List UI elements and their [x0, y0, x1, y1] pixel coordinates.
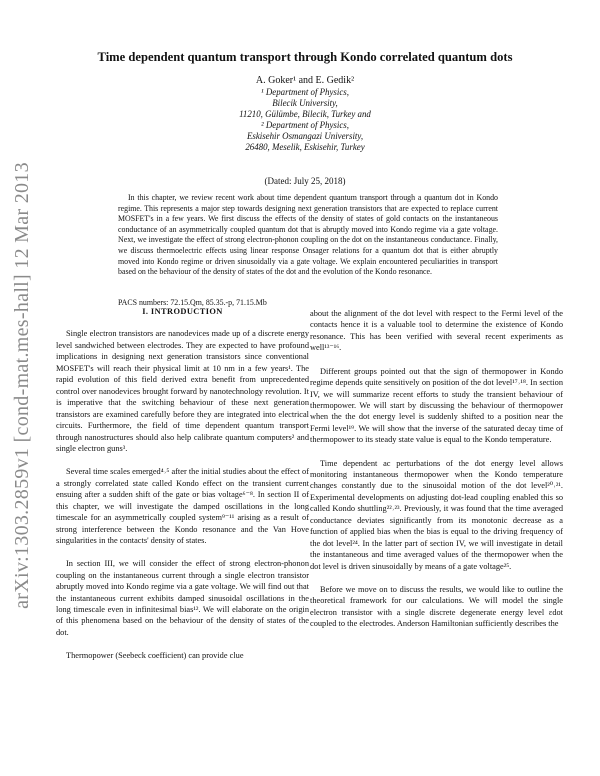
paragraph: Different groups pointed out that the sign of thermopower in Kondo regime depends quite sensitively on position of the dot level¹⁷˒¹⁸. In section IV, we will summarize recent efforts to study the transient behaviour of thermopower. We will start by discussing the behaviour of thermopower when the the dot energy level is suddenly shifted to a position near the Fermi level¹⁹. We will show that the inverse of the saturated decay time of thermopower to its steady state value is equal to the Kondo temperature. [310, 366, 563, 445]
affiliation-line: ² Department of Physics, [261, 120, 349, 131]
right-column [310, 308, 563, 642]
arxiv-identifier: arXiv:1303.2859v1 [cond-mat.mes-hall] 12 Mar 2013 [10, 161, 33, 609]
date-line: (Dated: July 25, 2018) [264, 176, 346, 186]
paragraph: Single electron transistors are nanodevices made up of a discrete energy level sandwiched between electrodes. They are expected to have profound implications in designing next generation transistors since conventional MOSFET's will reach their physical limit at 10 nm in a few years¹. The rapid evolution of this field derived extra benefit from unprecedented control over nanodevices brought forward by nanotechnology revolution. It is imperative that the switching behaviour of these next generation transistors are examined carefully before they are integrated into electrical circuits. Furthermore, the field of time dependent quantum transport through nanostructures should also help calibrate quantum computers² and single electron guns³. [56, 329, 309, 453]
affiliation-line: Bilecik University, [272, 98, 338, 109]
paragraph: Thermopower (Seebeck coefficient) can provide clue [66, 651, 244, 661]
paragraph: about the alignment of the dot level with respect to the Fermi level of the contacts hence it is a valuable tool to determine the existence of Kondo resonance. This has been verified with several recent experiments as well¹³⁻¹⁶. [310, 309, 563, 353]
paragraph: Time dependent ac perturbations of the dot energy level allows monitoring instantaneous thermopower when the Kondo temperature changes constantly due to the sinusoidal motion of the dot level²⁰˒²¹. Experimental developments on adjusting dot-lead coupling enabled this so called Kondo shuttling²²˒²³. Previously, it was found that the time averaged conductance deviates significantly from its monotonic decrease as a function of applied bias when the bias is equal to the driving frequency of the dot level²⁴. In the latter part of section IV, we will investigate in detail the instantaneous and time averaged values of the thermopower when the dot level is driven sinusoidally by means of a gate voltage²⁵. [310, 458, 563, 571]
affiliation-line: 11210, Gülümbe, Bilecik, Turkey and [239, 109, 371, 120]
affiliations [60, 87, 550, 154]
left-column [56, 306, 309, 673]
section-heading: I. INTRODUCTION [142, 307, 223, 316]
paragraph: Before we move on to discuss the results, we would like to outline the theoretical framework for our calculations. We will model the single electron transistor with a single discrete degenerate energy level εdot coupled to the electrodes. Anderson Hamiltonian sufficiently describes the [310, 584, 563, 629]
abstract: In this chapter, we review recent work about time dependent quantum transport through a quantum dot in Kondo regime. This represents a major step towards designing next generation transistors that are expected to replace current MOSFET's in a few years. We first discuss the effects of the density of states of gold contacts on the instantaneous conductance of an asymmetrically coupled quantum dot that is abruptly moved into Kondo regime via a gate voltage. Next, we investigate the effect of strong electron-phonon coupling on the dot on the instantaneous conductance. Finally, we discuss thermoelectric effects using linear response Onsager relations for a quantum dot that is either abruptly moved into Kondo regime or driven sinusoidally via a gate voltage. We explain encountered peculiarities in transport based on the behaviour of the density of states of the dot and the evolution of the Kondo resonance. [118, 193, 498, 277]
paper-title: Time dependent quantum transport through Kondo correlated quantum dots [97, 50, 513, 64]
affiliation-line: 26480, Meselik, Eskisehir, Turkey [245, 142, 365, 153]
affiliation-line: ¹ Department of Physics, [261, 87, 349, 97]
authors: A. Goker¹ and E. Gedik² [255, 75, 355, 86]
paragraph: Several time scales emerged⁴˒⁵ after the initial studies about the effect of a strongly correlated state called Kondo effect on the transient current ensuing after a sudden shift of the gate or bias voltage⁶⁻⁸. In section II of this chapter, we will investigate the damped oscillations in the long timescale for an asymmetrically coupled system⁹⁻¹¹ arising as a result of strong interference between the Kondo resonance and the Van Hove singularities in the contacts' density of states. [56, 467, 309, 545]
pacs-numbers: PACS numbers: 72.15.Qm, 85.35.-p, 71.15.Mb [118, 298, 267, 307]
paragraph: In section III, we will consider the effect of strong electron-phonon coupling on the instantaneous current through a single electron transistor abruptly moved into Kondo regime via a gate voltage. We will find out that the instantaneous current exhibits damped sinusoidal oscillations in the long timescale even in infinitesimal bias¹². We will elaborate on the origin of this phenomena based on the behaviour of the density of states of the dot. [56, 559, 309, 637]
affiliation-line: Eskisehir Osmangazi University, [246, 131, 364, 142]
